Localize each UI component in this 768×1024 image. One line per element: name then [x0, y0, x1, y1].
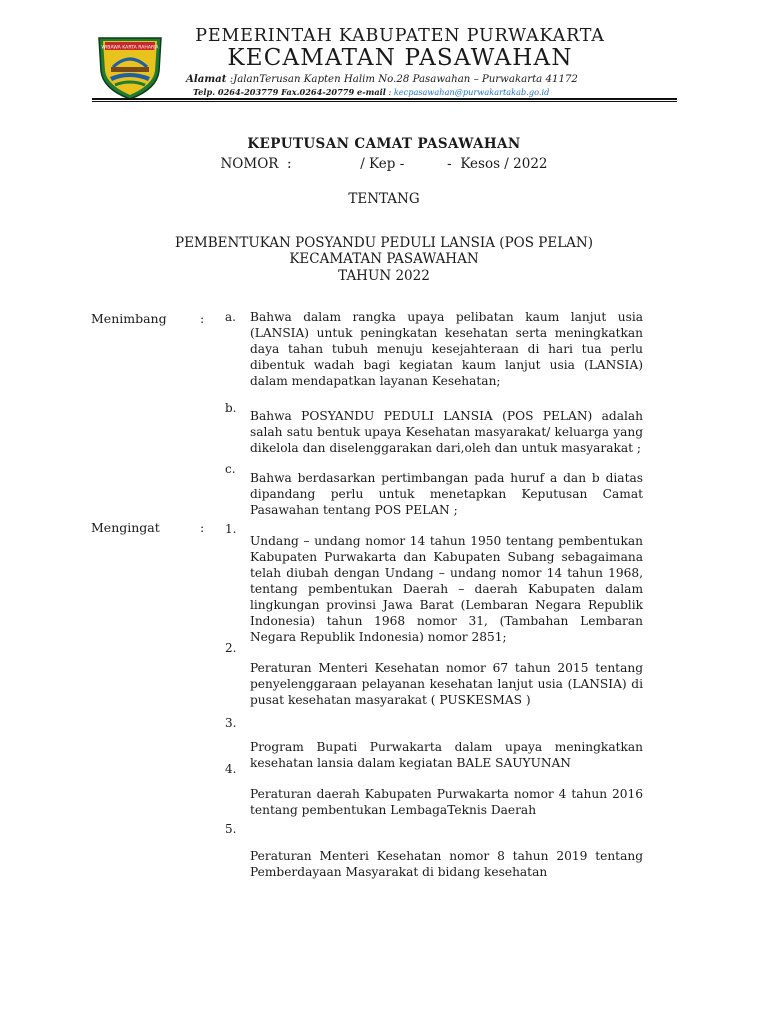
header-district-line: KECAMATAN PASAWAHAN	[227, 45, 573, 71]
mengingat-item-1: Undang – undang nomor 14 tahun 1950 tentang pembentukan Kabupaten Purwakarta dan Kabupaten Subang sebagaimana telah diubah dengan Undang – undang nomor 14 tahun 1968, tentang pembentukan Daerah – daerah Kabupaten dalam lingkungan provinsi Jawa Barat (Lembaran Negara Republik Indonesia) tahun 1968 nomor 31, (Tambahan Lembaran Negara Republik Indonesia) nomor 2851;	[250, 534, 643, 644]
address-text: :JalanTerusan Kapten Halim No.28 Pasawahan – Purwakarta 41172	[226, 74, 578, 85]
mengingat-label: Mengingat	[91, 520, 160, 535]
mengingat-num-4: 4.	[225, 762, 237, 776]
telp-text: 0264-203779 Fax.0264-20779	[215, 87, 358, 97]
menimbang-item-c: Bahwa berdasarkan pertimbangan pada huruf a dan b diatas dipandang perlu untuk menetapkan Keputusan Camat Pasawahan tentang POS PELAN ;	[250, 471, 643, 517]
menimbang-num-a: a.	[225, 310, 236, 324]
header-contact	[193, 87, 549, 97]
decree-heading: KEPUTUSAN CAMAT PASAWAHAN	[247, 136, 521, 152]
letterhead-rule-thin	[92, 101, 677, 102]
email-separator: :	[385, 87, 394, 97]
purwakarta-regency-emblem	[93, 33, 167, 101]
email-link[interactable]: kecpasawahan@purwakartakab.go.id	[393, 87, 550, 97]
subject-line-1: PEMBENTUKAN POSYANDU PEDULI LANSIA (POS PELAN)	[174, 235, 593, 251]
mengingat-item-5: Peraturan Menteri Kesehatan nomor 8 tahun 2019 tentang Pemberdayaan Masyarakat di bidang kesehatan	[250, 849, 643, 879]
mengingat-num-5: 5.	[225, 822, 237, 836]
menimbang-colon: :	[200, 311, 205, 326]
mengingat-item-3: Program Bupati Purwakarta dalam upaya meningkatkan kesehatan lansia dalam kegiatan BALE SAUYUNAN	[250, 740, 643, 770]
mengingat-num-2: 2.	[225, 641, 237, 655]
address-label: Alamat	[186, 73, 227, 85]
telp-label: Telp.	[193, 87, 216, 97]
tentang-label: TENTANG	[348, 191, 420, 207]
header-address	[186, 73, 578, 85]
mengingat-num-3: 3.	[225, 716, 237, 730]
mengingat-colon: :	[200, 520, 205, 535]
decree-number	[0, 156, 768, 172]
menimbang-item-b: Bahwa POSYANDU PEDULI LANSIA (POS PELAN) adalah salah satu bentuk upaya Kesehatan masyarakat/ keluarga yang dikelola dan diselenggarakan dari,oleh dan untuk masyarakat ;	[250, 409, 643, 455]
mengingat-item-2: Peraturan Menteri Kesehatan nomor 67 tahun 2015 tentang penyelenggaraan pelayanan kesehatan lanjut usia (LANSIA) di pusat kesehatan masyarakat ( PUSKESMAS )	[250, 661, 643, 707]
letterhead-rule	[92, 98, 677, 100]
mengingat-num-1: 1.	[225, 522, 237, 536]
svg-text:WIBAWA KARTA RAHARJA: WIBAWA KARTA RAHARJA	[101, 45, 159, 51]
mengingat-item-4: Peraturan daerah Kabupaten Purwakarta nomor 4 tahun 2016 tentang pembentukan LembagaTeknis Daerah	[250, 787, 643, 817]
menimbang-num-c: c.	[225, 462, 236, 476]
menimbang-label: Menimbang	[91, 311, 167, 326]
subject-line-2: KECAMATAN PASAWAHAN	[289, 251, 479, 267]
email-label: e-mail	[357, 87, 386, 97]
menimbang-num-b: b.	[225, 401, 237, 415]
decree-number-text: NOMOR : / Kep - - Kesos / 2022	[220, 156, 548, 172]
header-government-line: PEMERINTAH KABUPATEN PURWAKARTA	[195, 26, 605, 46]
menimbang-item-a: Bahwa dalam rangka upaya pelibatan kaum lanjut usia (LANSIA) untuk peningkatan kesehatan serta meningkatkan daya tahan tubuh menuju kesejahteraan di hari tua perlu dibentuk wadah bagi kegiatan kaum lanjut usia (LANSIA) dalam mendapatkan layanan Kesehatan;	[250, 310, 643, 388]
subject-line-3: TAHUN 2022	[338, 268, 430, 284]
